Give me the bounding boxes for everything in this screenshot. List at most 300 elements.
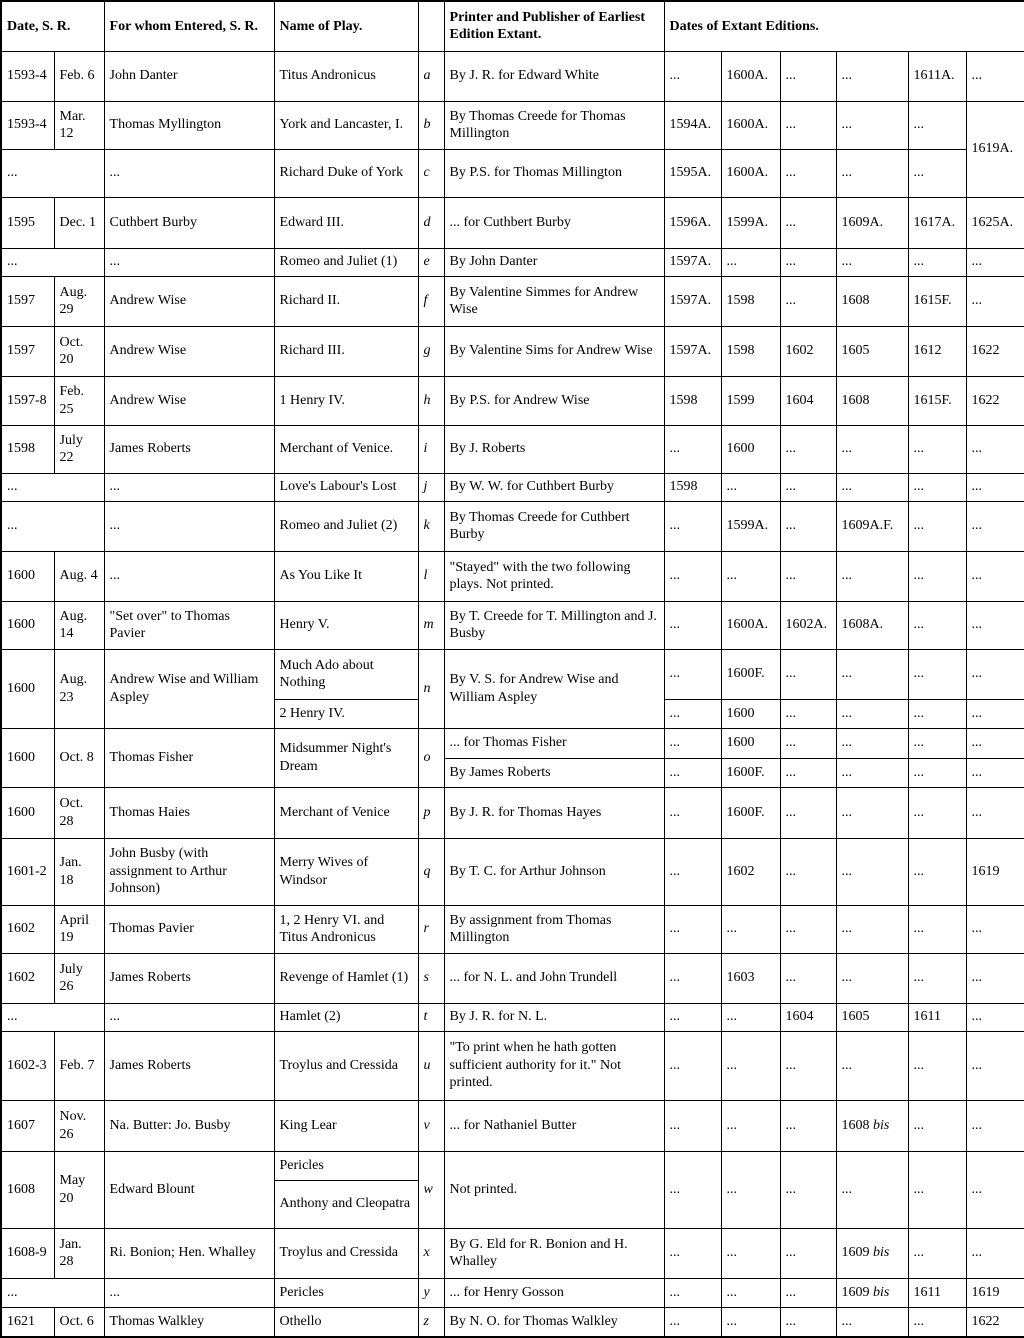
cell-play: Richard II. (274, 276, 418, 326)
cell-entered: Edward Blount (104, 1151, 274, 1228)
cell-edition-date: ... (836, 649, 908, 699)
table-row-j (1, 473, 1024, 501)
cell-edition-date: ... (664, 551, 721, 601)
cell-edition-date: ... (966, 1100, 1024, 1151)
cell-letter: t (418, 1003, 444, 1031)
cell-edition-date: ... (908, 728, 966, 758)
cell-letter: r (418, 905, 444, 953)
cell-edition-date: ... (664, 1003, 721, 1031)
cell-edition-date: ... (966, 699, 1024, 728)
cell-play: Much Ado about Nothing (274, 649, 418, 699)
cell-printer: By P.S. for Andrew Wise (444, 376, 664, 425)
cell-edition-date: 1619 (966, 838, 1024, 905)
cell-edition-date: 1608 bis (836, 1100, 908, 1151)
header-printer: Printer and Publisher of Earliest Edition Extant. (444, 1, 664, 51)
cell-edition-date: ... (664, 1100, 721, 1151)
cell-edition-date: ... (966, 276, 1024, 326)
cell-edition-date: ... (908, 551, 966, 601)
cell-play: Revenge of Hamlet (1) (274, 953, 418, 1003)
cell-edition-date: ... (664, 905, 721, 953)
header-play: Name of Play. (274, 1, 418, 51)
cell-printer: By T. Creede for T. Millington and J. Busby (444, 601, 664, 649)
cell-play: Titus Andronicus (274, 51, 418, 101)
table-row-m (1, 601, 1024, 649)
cell-edition-date: 1594A. (664, 101, 721, 149)
cell-entered: ... (104, 1003, 274, 1031)
cell-day: July 22 (54, 425, 104, 473)
cell-edition-date: 1600A. (721, 101, 780, 149)
cell-letter: o (418, 728, 444, 787)
cell-edition-date: ... (908, 425, 966, 473)
cell-edition-date: ... (966, 601, 1024, 649)
cell-letter: n (418, 649, 444, 728)
cell-edition-date: ... (836, 473, 908, 501)
cell-edition-date: ... (908, 1307, 966, 1337)
cell-year: 1607 (1, 1100, 54, 1151)
cell-printer: "To print when he hath gotten sufficient authority for it." Not printed. (444, 1031, 664, 1100)
cell-edition-date: 1600A. (721, 51, 780, 101)
cell-edition-date: ... (966, 758, 1024, 787)
cell-edition-date: ... (836, 953, 908, 1003)
table-row-l (1, 551, 1024, 601)
cell-edition-date: ... (836, 905, 908, 953)
cell-edition-date: ... (664, 425, 721, 473)
cell-edition-date: 1598 (721, 276, 780, 326)
table-row-z (1, 1307, 1024, 1337)
cell-letter: m (418, 601, 444, 649)
cell-year: 1600 (1, 551, 54, 601)
cell-letter: i (418, 425, 444, 473)
cell-year: 1600 (1, 649, 54, 728)
cell-edition-date: 1619A. (966, 101, 1024, 197)
cell-edition-date: ... (780, 473, 836, 501)
cell-year: 1600 (1, 728, 54, 787)
table-row-v (1, 1100, 1024, 1151)
cell-play: Pericles (274, 1151, 418, 1180)
cell-edition-date: 1609A.F. (836, 501, 908, 551)
cell-day: Oct. 6 (54, 1307, 104, 1337)
cell-entered: ... (104, 501, 274, 551)
cell-printer: By N. O. for Thomas Walkley (444, 1307, 664, 1337)
cell-edition-date: ... (780, 551, 836, 601)
cell-play: Merchant of Venice (274, 787, 418, 838)
cell-edition-date: ... (721, 1228, 780, 1278)
cell-edition-date: 1599 (721, 376, 780, 425)
cell-play: Pericles (274, 1278, 418, 1307)
table-header (1, 1, 1024, 51)
cell-edition-date: 1617A. (908, 197, 966, 248)
cell-entered: Thomas Haies (104, 787, 274, 838)
table-row-x (1, 1228, 1024, 1278)
cell-edition-date: ... (780, 649, 836, 699)
cell-edition-date: ... (780, 728, 836, 758)
cell-letter: d (418, 197, 444, 248)
cell-play: Edward III. (274, 197, 418, 248)
cell-edition-date: 1602A. (780, 601, 836, 649)
cell-edition-date: ... (780, 276, 836, 326)
cell-year: 1602-3 (1, 1031, 54, 1100)
cell-entered: ... (104, 149, 274, 197)
cell-edition-date: ... (966, 1151, 1024, 1228)
cell-entered: Na. Butter: Jo. Busby (104, 1100, 274, 1151)
cell-edition-date: 1595A. (664, 149, 721, 197)
cell-entered: "Set over" to Thomas Pavier (104, 601, 274, 649)
cell-year: 1621 (1, 1307, 54, 1337)
cell-day: Oct. 20 (54, 326, 104, 376)
cell-year: 1597-8 (1, 376, 54, 425)
cell-edition-date: 1598 (664, 376, 721, 425)
cell-day: Feb. 6 (54, 51, 104, 101)
cell-play: Romeo and Juliet (2) (274, 501, 418, 551)
cell-edition-date: ... (721, 905, 780, 953)
cell-year: 1597 (1, 276, 54, 326)
cell-entered: Thomas Fisher (104, 728, 274, 787)
cell-play: King Lear (274, 1100, 418, 1151)
cell-entered: ... (104, 248, 274, 276)
cell-entered: Thomas Pavier (104, 905, 274, 953)
cell-year: 1602 (1, 905, 54, 953)
cell-edition-date: ... (780, 197, 836, 248)
cell-edition-date: 1600F. (721, 649, 780, 699)
cell-entered: Cuthbert Burby (104, 197, 274, 248)
cell-edition-date: ... (836, 551, 908, 601)
cell-edition-date: ... (836, 149, 908, 197)
cell-edition-date: 1600F. (721, 758, 780, 787)
cell-entered: Ri. Bonion; Hen. Whalley (104, 1228, 274, 1278)
cell-letter: q (418, 838, 444, 905)
cell-day: Mar. 12 (54, 101, 104, 149)
cell-edition-date: 1605 (836, 1003, 908, 1031)
cell-edition-date: ... (908, 1100, 966, 1151)
cell-day: Aug. 4 (54, 551, 104, 601)
cell-printer: By James Roberts (444, 758, 664, 787)
cell-edition-date: 1608 (836, 376, 908, 425)
table-row-s (1, 953, 1024, 1003)
table-row-g (1, 326, 1024, 376)
cell-printer: Not printed. (444, 1151, 664, 1228)
cell-year: 1602 (1, 953, 54, 1003)
cell-edition-date: 1611 (908, 1278, 966, 1307)
cell-entered: ... (104, 1278, 274, 1307)
cell-letter: x (418, 1228, 444, 1278)
cell-edition-date: 1612 (908, 326, 966, 376)
cell-edition-date: ... (966, 551, 1024, 601)
cell-day: Oct. 28 (54, 787, 104, 838)
cell-edition-date: ... (780, 1228, 836, 1278)
cell-edition-date: 1609A. (836, 197, 908, 248)
cell-edition-date: ... (966, 1031, 1024, 1100)
cell-play: York and Lancaster, I. (274, 101, 418, 149)
cell-edition-date: 1599A. (721, 501, 780, 551)
cell-edition-date: ... (780, 758, 836, 787)
cell-edition-date: 1600 (721, 425, 780, 473)
cell-edition-date: ... (836, 248, 908, 276)
cell-day: Aug. 23 (54, 649, 104, 728)
cell-day: Dec. 1 (54, 197, 104, 248)
cell-day: Oct. 8 (54, 728, 104, 787)
cell-edition-date: ... (664, 728, 721, 758)
cell-edition-date: ... (721, 1307, 780, 1337)
cell-day: Jan. 28 (54, 1228, 104, 1278)
cell-edition-date: ... (908, 248, 966, 276)
cell-entered: Andrew Wise (104, 376, 274, 425)
cell-entered: John Danter (104, 51, 274, 101)
cell-edition-date: ... (908, 1031, 966, 1100)
cell-edition-date: ... (836, 425, 908, 473)
header-entered: For whom Entered, S. R. (104, 1, 274, 51)
cell-year: 1593-4 (1, 101, 54, 149)
cell-edition-date: 1608 (836, 276, 908, 326)
table-row-q (1, 838, 1024, 905)
cell-day: April 19 (54, 905, 104, 953)
cell-edition-date: ... (780, 1151, 836, 1228)
cell-letter: c (418, 149, 444, 197)
cell-edition-date: ... (908, 101, 966, 149)
table-row-y (1, 1278, 1024, 1307)
cell-edition-date: ... (836, 1307, 908, 1337)
cell-edition-date: ... (780, 425, 836, 473)
cell-play: Troylus and Cressida (274, 1228, 418, 1278)
cell-edition-date: ... (721, 1031, 780, 1100)
cell-entered: James Roberts (104, 1031, 274, 1100)
table-row-i (1, 425, 1024, 473)
header-date-sr: Date, S. R. (1, 1, 104, 51)
cell-printer: By J. R. for Thomas Hayes (444, 787, 664, 838)
cell-day: Feb. 25 (54, 376, 104, 425)
cell-year: 1598 (1, 425, 54, 473)
cell-play: Richard III. (274, 326, 418, 376)
cell-year: 1601-2 (1, 838, 54, 905)
cell-edition-date: 1622 (966, 1307, 1024, 1337)
cell-edition-date: ... (780, 1100, 836, 1151)
cell-edition-date: 1597A. (664, 248, 721, 276)
cell-edition-date: ... (664, 1307, 721, 1337)
cell-printer: By assignment from Thomas Millington (444, 905, 664, 953)
cell-edition-date: ... (664, 601, 721, 649)
cell-edition-date: ... (836, 1151, 908, 1228)
cell-entered: ... (104, 551, 274, 601)
cell-year: 1608 (1, 1151, 54, 1228)
cell-edition-date: ... (664, 1278, 721, 1307)
cell-edition-date: ... (664, 953, 721, 1003)
table-row-n-1 (1, 649, 1024, 699)
cell-edition-date: ... (908, 1228, 966, 1278)
cell-play: Merry Wives of Windsor (274, 838, 418, 905)
cell-edition-date: ... (664, 1151, 721, 1228)
cell-edition-date: 1615F. (908, 376, 966, 425)
cell-letter: y (418, 1278, 444, 1307)
cell-letter: e (418, 248, 444, 276)
table-row-o-1 (1, 728, 1024, 758)
cell-entered: Andrew Wise (104, 326, 274, 376)
cell-edition-date: ... (908, 953, 966, 1003)
cell-letter: z (418, 1307, 444, 1337)
cell-edition-date: 1604 (780, 1003, 836, 1031)
cell-letter: f (418, 276, 444, 326)
cell-date: ... (1, 248, 104, 276)
cell-edition-date: ... (908, 838, 966, 905)
cell-play: Midsummer Night's Dream (274, 728, 418, 787)
cell-day: Aug. 14 (54, 601, 104, 649)
cell-edition-date: ... (780, 51, 836, 101)
cell-edition-date: ... (836, 699, 908, 728)
cell-entered: Thomas Myllington (104, 101, 274, 149)
cell-edition-date: ... (908, 473, 966, 501)
cell-play: 1, 2 Henry VI. and Titus Andronicus (274, 905, 418, 953)
cell-play: 2 Henry IV. (274, 699, 418, 728)
cell-printer: ... for Thomas Fisher (444, 728, 664, 758)
cell-entered: Andrew Wise (104, 276, 274, 326)
cell-day: Feb. 7 (54, 1031, 104, 1100)
cell-edition-date: ... (908, 787, 966, 838)
cell-play: Romeo and Juliet (1) (274, 248, 418, 276)
cell-printer: By Thomas Creede for Cuthbert Burby (444, 501, 664, 551)
cell-edition-date: ... (908, 1151, 966, 1228)
cell-year: 1600 (1, 787, 54, 838)
cell-year: 1595 (1, 197, 54, 248)
cell-letter: b (418, 101, 444, 149)
cell-edition-date: ... (664, 1031, 721, 1100)
cell-edition-date: ... (780, 953, 836, 1003)
cell-year: 1608-9 (1, 1228, 54, 1278)
cell-edition-date: ... (836, 758, 908, 787)
cell-edition-date: ... (780, 699, 836, 728)
cell-edition-date: ... (721, 551, 780, 601)
table-row-r (1, 905, 1024, 953)
cell-edition-date: ... (721, 1003, 780, 1031)
cell-year: 1597 (1, 326, 54, 376)
cell-edition-date: ... (664, 838, 721, 905)
cell-printer: ... for N. L. and John Trundell (444, 953, 664, 1003)
cell-edition-date: ... (721, 1100, 780, 1151)
cell-edition-date: ... (780, 905, 836, 953)
cell-letter: g (418, 326, 444, 376)
cell-edition-date: 1600F. (721, 787, 780, 838)
cell-printer: By P.S. for Thomas Millington (444, 149, 664, 197)
cell-printer: By G. Eld for R. Bonion and H. Whalley (444, 1228, 664, 1278)
cell-edition-date: 1600A. (721, 149, 780, 197)
cell-edition-date: ... (721, 1151, 780, 1228)
cell-edition-date: ... (836, 838, 908, 905)
cell-edition-date: ... (966, 649, 1024, 699)
cell-edition-date: ... (966, 473, 1024, 501)
cell-edition-date: ... (908, 649, 966, 699)
cell-printer: ... for Cuthbert Burby (444, 197, 664, 248)
cell-edition-date: ... (966, 953, 1024, 1003)
cell-letter: p (418, 787, 444, 838)
cell-day: Aug. 29 (54, 276, 104, 326)
cell-printer: By J. R. for Edward White (444, 51, 664, 101)
table-row-k (1, 501, 1024, 551)
cell-edition-date: ... (966, 787, 1024, 838)
cell-play: Hamlet (2) (274, 1003, 418, 1031)
cell-edition-date: ... (908, 501, 966, 551)
cell-edition-date: 1598 (664, 473, 721, 501)
cell-edition-date: ... (780, 248, 836, 276)
cell-edition-date: ... (780, 149, 836, 197)
cell-letter: s (418, 953, 444, 1003)
cell-edition-date: ... (780, 1307, 836, 1337)
cell-printer: By J. Roberts (444, 425, 664, 473)
cell-edition-date: ... (908, 601, 966, 649)
cell-edition-date: ... (664, 758, 721, 787)
cell-edition-date: ... (721, 473, 780, 501)
cell-printer: By W. W. for Cuthbert Burby (444, 473, 664, 501)
cell-day: July 26 (54, 953, 104, 1003)
cell-edition-date: ... (664, 787, 721, 838)
cell-letter: k (418, 501, 444, 551)
cell-edition-date: ... (836, 1031, 908, 1100)
cell-edition-date: ... (966, 248, 1024, 276)
cell-edition-date: ... (664, 1228, 721, 1278)
cell-edition-date: ... (780, 1031, 836, 1100)
cell-edition-date: ... (780, 838, 836, 905)
table-row-a (1, 51, 1024, 101)
cell-edition-date: 1625A. (966, 197, 1024, 248)
cell-edition-date: ... (836, 51, 908, 101)
cell-printer: By Valentine Simmes for Andrew Wise (444, 276, 664, 326)
table-row-f (1, 276, 1024, 326)
cell-edition-date: 1611 (908, 1003, 966, 1031)
cell-entered: James Roberts (104, 425, 274, 473)
cell-play: 1 Henry IV. (274, 376, 418, 425)
cell-edition-date: 1600A. (721, 601, 780, 649)
cell-entered: Thomas Walkley (104, 1307, 274, 1337)
header-row (1, 1, 1024, 51)
cell-edition-date: ... (836, 728, 908, 758)
cell-printer: By V. S. for Andrew Wise and William Aspley (444, 649, 664, 728)
cell-play: Othello (274, 1307, 418, 1337)
cell-letter: a (418, 51, 444, 101)
cell-day: May 20 (54, 1151, 104, 1228)
cell-edition-date: 1609 bis (836, 1228, 908, 1278)
cell-edition-date: 1608A. (836, 601, 908, 649)
cell-play: Henry V. (274, 601, 418, 649)
cell-edition-date: ... (966, 501, 1024, 551)
cell-edition-date: ... (780, 787, 836, 838)
cell-date: ... (1, 1003, 104, 1031)
header-editions: Dates of Extant Editions. (664, 1, 1024, 51)
cell-edition-date: 1599A. (721, 197, 780, 248)
cell-edition-date: ... (780, 101, 836, 149)
cell-edition-date: 1604 (780, 376, 836, 425)
table-row-b (1, 101, 1024, 149)
cell-printer: ... for Henry Gosson (444, 1278, 664, 1307)
cell-edition-date: ... (664, 501, 721, 551)
cell-play: Troylus and Cressida (274, 1031, 418, 1100)
cell-edition-date: ... (908, 149, 966, 197)
cell-year: 1600 (1, 601, 54, 649)
cell-edition-date: 1619 (966, 1278, 1024, 1307)
cell-edition-date: ... (664, 649, 721, 699)
cell-edition-date: ... (908, 905, 966, 953)
table-row-t (1, 1003, 1024, 1031)
table-row-e (1, 248, 1024, 276)
cell-edition-date: 1605 (836, 326, 908, 376)
table-row-c (1, 149, 1024, 197)
table-row-w-1 (1, 1151, 1024, 1180)
cell-date: ... (1, 149, 104, 197)
cell-edition-date: 1615F. (908, 276, 966, 326)
cell-play: Richard Duke of York (274, 149, 418, 197)
cell-entered: John Busby (with assignment to Arthur Johnson) (104, 838, 274, 905)
cell-edition-date: 1598 (721, 326, 780, 376)
cell-play: Love's Labour's Lost (274, 473, 418, 501)
cell-edition-date: ... (664, 699, 721, 728)
header-letter (418, 1, 444, 51)
cell-printer: By T. C. for Arthur Johnson (444, 838, 664, 905)
table-row-h (1, 376, 1024, 425)
